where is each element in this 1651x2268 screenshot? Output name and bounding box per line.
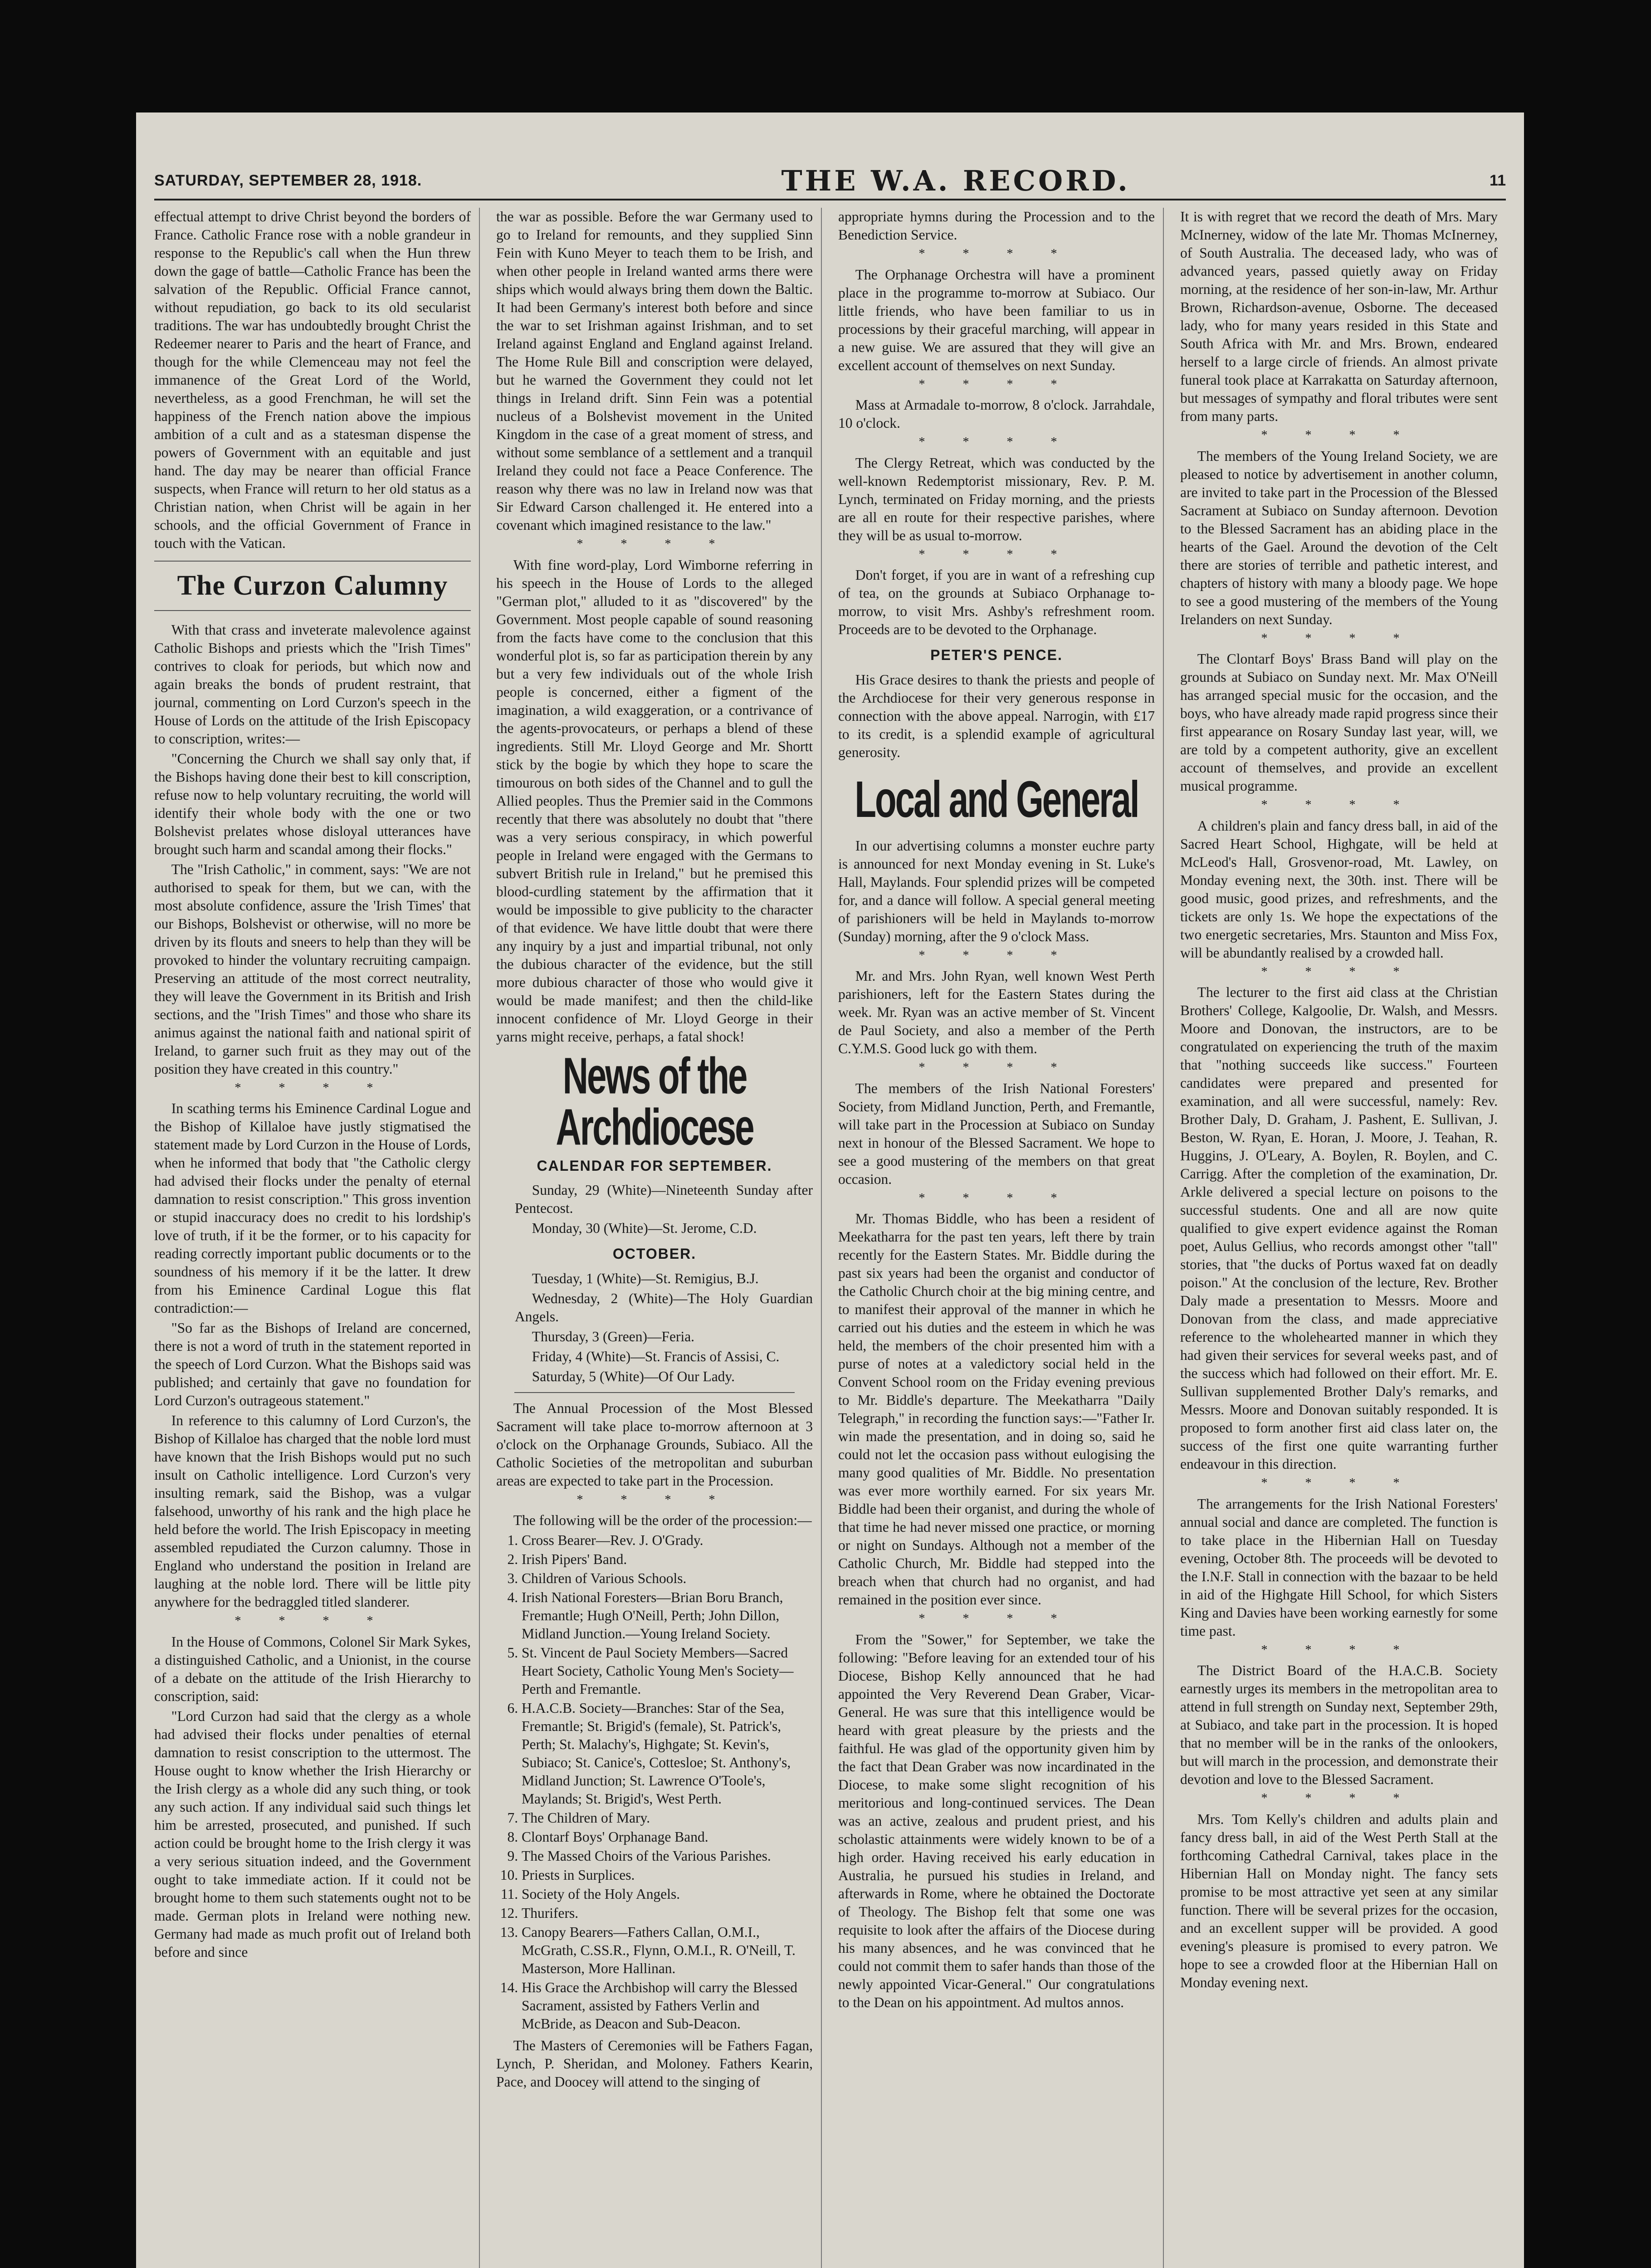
section-separator: * * * * (1261, 1476, 1417, 1491)
section-separator: * * * * (1261, 798, 1417, 812)
list-item: 2. Irish Pipers' Band. (522, 1550, 813, 1569)
calendar-entry: Monday, 30 (White)—St. Jerome, C.D. (532, 1220, 757, 1237)
issue-date: SATURDAY, SEPTEMBER 28, 1918. (154, 171, 422, 189)
article-heading-peters-pence: PETER'S PENCE. (930, 647, 1063, 664)
calendar-month-heading: OCTOBER. (612, 1246, 697, 1262)
article-paragraph: The Clergy Retreat, which was conducted by the well-known Redemptorist missionary, Rev. P. M. Lynch, terminated on Friday morning, and the priests are all en route for their respective parishes, where they will be as usual to-morrow. (838, 455, 1155, 543)
list-item: 4. Irish National Foresters—Brian Boru Branch, Fremantle; Hugh O'Neill, Perth; John Dillon, Midland Junction.—Young Ireland Society. (522, 1589, 813, 1643)
list-item: 10. Priests in Surplices. (522, 1866, 813, 1884)
section-separator: * * * * (234, 1080, 391, 1095)
calendar-entry: Sunday, 29 (White)—Nineteenth Sunday after Pentecost. (514, 1182, 813, 1217)
calendar-entry: Friday, 4 (White)—St. Francis of Assisi, C. (532, 1348, 780, 1364)
list-item: 12. Thurifers. (522, 1904, 813, 1922)
list-item: 11. Society of the Holy Angels. (522, 1885, 813, 1903)
section-separator: * * * * (1261, 1791, 1417, 1806)
section-separator: * * * * (918, 1612, 1075, 1626)
list-item: 13. Canopy Bearers—Fathers Callan, O.M.I., McGrath, C.SS.R., Flynn, O.M.I., R. O'Neill, T. Masterson, More Hallinan. (522, 1923, 813, 1978)
article-paragraph: It is with regret that we record the death of Mrs. Mary McInerney, widow of the late Mr. Thomas McInerney, of South Australia. The deceased lady, who was of advanced years, passed quietly away on Friday morning, at the residence of her son-in-law, Mr. Arthur Brown, Richardson-avenue, Osborne. The deceased lady, who for many years resided in this State and South Africa with Mr. and Mrs. Brown, endeared herself to a large circle of friends. An almost private funeral took place at Karrakatta on Saturday afternoon, but messages of sympathy and floral tributes were sent from many parts. (1180, 209, 1498, 424)
article-heading-curzon-calumny: The Curzon Calumny (154, 561, 471, 611)
section-separator: * * * * (918, 435, 1075, 450)
list-item: 14. His Grace the Archbishop will carry the Blessed Sacrament, assisted by Fathers Verlin and McBride, as Deacon and Sub-Deacon. (522, 1979, 813, 2033)
procession-list (496, 1531, 813, 2033)
article-paragraph: effectual attempt to drive Christ beyond the borders of France. Catholic France rose with a noble grandeur in response to the Republic's call when the Hun threw down the gage of battle—Catholic France has been the salvation of the Republic. Official France cannot, without repudiation, go back to its old secularist traditions. The war has undoubtedly brought Christ the Redeemer nearer to Paris and the heart of France, and though for the while Clemenceau may not feel the immanence of the Great Lord of the World, nevertheless, as a good Frenchman, he will set the happiness of the French nation above the impious ambition of a cult and as a statesman dispense the powers of Government with an equitable and just hand. The day may be nearer than official France suspects, when France will return to her old status as a Christian nation, when Christ will be again in her schools, and the official Government of France in touch with the Vatican. (154, 209, 471, 551)
section-separator: * * * * (918, 547, 1075, 562)
article-paragraph: The District Board of the H.A.C.B. Society earnestly urges its members in the metropolitan area to attend in full strength on Sunday next, September 29th, at Subiaco, and take part in the procession. It is hoped that no member will be in the ranks of the onlookers, but will march in the procession, and demonstrate their devotion and love to the Blessed Sacrament. (1180, 1662, 1498, 1788)
article-paragraph: In the House of Commons, Colonel Sir Mark Sykes, a distinguished Catholic, and a Unionist, in the course of a debate on the attitude of the Irish Hierarchy to conscription, said: (154, 1633, 471, 1704)
article-paragraph: In our advertising columns a monster euchre party is announced for next Monday evening in St. Luke's Hall, Maylands. Four splendid prizes will be competed for, and a dance will follow. A special general meeting of parishioners will be held in Maylands to-morrow (Sunday) morning, after the 9 o'clock Mass. (838, 837, 1155, 944)
column-3 (838, 208, 1164, 2268)
article-paragraph: With fine word-play, Lord Wimborne referring in his speech in the House of Lords to the alleged "German plot," alluded to it as "discovered" by the Government. Most people capable of sound reasoning from the facts have come to the conclusion that this wonderful plot is, so far as participation therein by any but a very few individuals out of the whole Irish people is concerned, either a figment of the imagination, a wild exaggeration, or a contrivance of the agents-provocateurs, or perhaps a blend of these ingredients. Still Mr. Lloyd George and Mr. Shortt stick by the bogie by which they hope to scare the timourous on both sides of the Channel and to gull the Allied peoples. Thus the Premier said in the Commons recently that there was absolutely no doubt that "there was a very serious conspiracy, in which powerful people in Ireland were engaged with the Germans to subvert British rule in Ireland," but he premised this blood-curdling statement by the affirmation that it would be impossible to give publicity to the character of that evidence. We have little doubt that were there any inquiry by a just and impartial tribunal, not only the dubious character of the evidence, but the still more dubious character of those who would give it would be made manifest; and then the child-like innocent confidence of Mr. Lloyd George in their yarns might receive, perhaps, a fatal shock! (496, 557, 813, 1045)
article-paragraph: The "Irish Catholic," in comment, says: "We are not authorised to speak for them, but we can, with the most absolute confidence, assure the 'Irish Times' that our Bishops, Bolshevist or otherwise, will no more be driven by its flouts and sneers to help than they will be provoked to hinder the voluntary recruiting campaign. Preserving an attitude of the most correct neutrality, they will leave the Government in its British and Irish sections, and the "Irish Times" and those who share its animus against the national faith and national spirit of Ireland, to garner such fruit as they may out of the position they have created in this country." (154, 861, 471, 1077)
article-paragraph: appropriate hymns during the Procession and to the Benediction Service. (838, 209, 1155, 243)
section-separator: * * * * (576, 1492, 733, 1507)
article-paragraph: Mass at Armadale to-morrow, 8 o'clock. Jarrahdale, 10 o'clock. (838, 397, 1155, 431)
calendar-entry: Wednesday, 2 (White)—The Holy Guardian Angels. (514, 1290, 813, 1325)
article-paragraph: Mr. and Mrs. John Ryan, well known West Perth parishioners, left for the Eastern States during the week. Mr. Ryan was an active member of St. Vincent de Paul Society, and also a member of the Perth C.Y.M.S. Good luck go with them. (838, 968, 1155, 1057)
section-separator: * * * * (1261, 631, 1417, 645)
list-item: 7. The Children of Mary. (522, 1809, 813, 1827)
article-paragraph: The members of the Irish National Foresters' Society, from Midland Junction, Perth, and Fremantle, will take part in the Procession at Subiaco on Sunday next in honour of the Blessed Sacrament. We hope to see a good mustering of the members on that great occasion. (838, 1080, 1155, 1187)
article-paragraph: The following will be the order of the procession:— (513, 1512, 812, 1529)
column-4 (1180, 208, 1506, 2268)
calendar-heading: CALENDAR FOR SEPTEMBER. (537, 1157, 772, 1174)
calendar-entry: Tuesday, 1 (White)—St. Remigius, B.J. (532, 1270, 759, 1286)
article-paragraph: From the "Sower," for September, we take the following: "Before leaving for an extended tour of his Diocese, Bishop Kelly announced that he had appointed the Very Reverend Dean Graber, Vicar-General. He was sure that this intelligence would be heard with great pleasure by the priests and the faithful. He was glad of the opportunity given him by the fact that Dean Graber was now incardinated in the Diocese, to make some slight recognition of his meritorious and long-continued services. The Dean was an active, zealous and prudent priest, and his scholastic attainments were widely known to be of a high order. Having received his early education in Australia, he pursued his studies in Ireland, and afterwards in Rome, where he obtained the Doctorate of Theology. The Bishop felt that some one was requisite to look after the affairs of the Diocese during his many absences, and he was convinced that he could not commit them to safer hands than those of the newly appointed Vicar-General." Our congratulations to the Dean on his appointment. Ad multos annos. (838, 1632, 1155, 2010)
calendar-entry: Thursday, 3 (Green)—Feria. (532, 1328, 695, 1344)
article-paragraph: The Annual Procession of the Most Blessed Sacrament will take place to-morrow afternoon at 3 o'clock on the Orphanage Grounds, Subiaco. All the Catholic Societies of the metropolitan and suburban areas are expected to take part in the Procession. (496, 1400, 813, 1489)
article-paragraph: The members of the Young Ireland Society, we are pleased to notice by advertisement in another column, are invited to take part in the Procession of the Blessed Sacrament at Subiaco on Sunday afternoon. Devotion to the Blessed Sacrament has an abiding place in the hearts of the Gael. Around the devotion of the Celt there are stories of terrible and pathetic interest, and chapters of history with many a bloody page. We hope to see a good mustering of the members of the Young Irelanders on next Sunday. (1180, 448, 1498, 627)
article-paragraph: Mrs. Tom Kelly's children and adults plain and fancy dress ball, in aid of the West Perth Stall at the forthcoming Cathedral Carnival, takes place in the Hibernian Hall on Monday night. The fancy sets promise to be most attractive yet seen at any similar function. There will be several prizes for the occasion, and an excellent supper will be provided. A good evening's pleasure is promised to every patron. We hope to see a crowded floor at the Hibernian Hall on Monday evening next. (1180, 1811, 1498, 1990)
section-separator: * * * * (234, 1614, 391, 1628)
page-number: 11 (1490, 171, 1506, 189)
section-separator: * * * * (918, 377, 1075, 391)
article-paragraph: His Grace desires to thank the priests and people of the Archdiocese for their very generous response in connection with the above appeal. Narrogin, with £17 to its credit, is a splendid example of agricultural generosity. (838, 671, 1155, 760)
column-2 (496, 208, 822, 2268)
divider (514, 1392, 795, 1393)
article-paragraph: The Orphanage Orchestra will have a prominent place in the programme to-morrow at Subiaco. Our little friends, who have been familiar to us in processions by their graceful marching, will appear in a new guise. We are assured that they will give an excellent account of themselves on next Sunday. (838, 266, 1155, 373)
masthead (154, 162, 1506, 200)
list-item: 8. Clontarf Boys' Orphanage Band. (522, 1828, 813, 1846)
article-paragraph: "Lord Curzon had said that the clergy as a whole had advised their flocks under penalties of eternal damnation to resist conscription to the uttermost. The House ought to know whether the Irish Hierarchy or the Irish clergy as a whole did any such thing, or took any such action. If any individual said such things let him be arrested, prosecuted, and punished. If such action could be brought home to the Irish clergy it was a very serious situation indeed, and the Government ought to take immediate action. If it could not be brought home to them such statements ought not to be made. German plots in Ireland were nothing new. Germany had made as much profit out of Ireland both before and since (154, 1708, 471, 1960)
section-separator: * * * * (918, 948, 1075, 963)
list-item: 5. St. Vincent de Paul Society Members—Sacred Heart Society, Catholic Young Men's Society—Perth and Fremantle. (522, 1644, 813, 1698)
section-separator: * * * * (918, 247, 1075, 261)
section-separator: * * * * (1261, 428, 1417, 442)
article-paragraph: Mr. Thomas Biddle, who has been a resident of Meekatharra for the past ten years, left there by train recently for the Eastern States. Mr. Biddle during the past six years had been the organist and conductor of the Catholic Church choir at the big mining centre, and to manifest their approval of the manner in which he carried out his duties and the esteem in which he was held, the members of the choir presented him with a purse of notes at a valedictory social held in the Convent School room on the Friday evening previous to Mr. Biddle's departure. The Meekatharra "Daily Telegraph," in recording the function says:—"Father Ir. win made the presentation, and in doing so, said he could not let the occasion pass without eulogising the many good qualities of Mr. Biddle. No presentation was ever more worthily earned. For six years Mr. Biddle had been their organist, and during the whole of that time he had never missed one practice, or morning or night on Sundays. Although not a member of the Catholic Church, Mr. Biddle had stepped into the breach when that church had no organist, and had remained in the position ever since. (838, 1211, 1155, 1608)
article-paragraph: Don't forget, if you are in want of a refreshing cup of tea, on the grounds at Subiaco Orphanage to-morrow, to visit Mrs. Ashby's refreshment room. Proceeds are to be devoted to the Orphanage. (838, 567, 1155, 638)
section-separator: * * * * (1261, 1642, 1417, 1657)
article-paragraph: A children's plain and fancy dress ball, in aid of the Sacred Heart School, Highgate, will be held at McLeod's Hall, Grosvenor-road, Mt. Lawley, on Monday evening next, the 30th. inst. There will be good music, good prizes, and refreshments, and the tickets are only 1s. We hope the expectations of the two energetic secretaries, Mrs. Staunton and Miss Fox, will be abundantly realised by a crowded hall. (1180, 817, 1498, 961)
article-paragraph: the war as possible. Before the war Germany used to go to Ireland for remounts, and they supplied Sinn Fein with Kuno Meyer to teach them to be Irish, and when other people in Ireland wanted arms there were ships which would always bring them down the Baltic. It had been Germany's interest both before and since the war to set Irishman against Irishman, and to set Ireland against England and England against Ireland. The Home Rule Bill and conscription were delayed, but he warned the Government they could not let things in Ireland drift. Sinn Fein was a potential nucleus of a Bolshevist movement in the United Kingdom in the case of a great moment of stress, and without some semblance of a settlement and a tranquil Ireland they could not face a Peace Conference. The reason why there was no law in Ireland now was that Sir Edward Carson challenged it. He entered into a covenant which imagined resistance to the law." (496, 209, 813, 533)
block-quote: "Concerning the Church we shall say only that, if the Bishops having done their best to kill conscription, refuse now to help voluntary recruiting, the world will identify their whole body with the one or two Bolshevist prelates whose disloyal utterances have brought such harm and scandal among their flocks." (154, 750, 471, 857)
article-paragraph: The arrangements for the Irish National Foresters' annual social and dance are completed. The function is to take place in the Hibernian Hall on Tuesday evening, October 8th. The proceeds will be devoted to the I.N.F. Stall in connection with the bazaar to be held in aid of the Highgate Hill School, for which Sisters King and Davies have been working earnestly for some time past. (1180, 1496, 1498, 1639)
article-paragraph: The lecturer to the first aid class at the Christian Brothers' College, Kalgoolie, Dr. Walsh, and Messrs. Moore and Donovan, the instructors, are to be congratulated on experiencing the truth of the maxim that "nothing succeeds like success." Fourteen candidates were prepared and presented for examination, and all were successful, namely: Rev. Brother Daly, D. Graham, J. Pashent, E. Sullivan, J. Beston, W. Ryan, E. Horan, J. Moore, J. Teahan, R. Huggins, J. O'Leary, A. Boylen, R. Boylen, and C. Carrigg. After the completion of the examination, Dr. Arkle delivered a special lecture on poisons to the successful students. One and all are now quite qualified to give expert evidence against the Roman poet, Aulus Gellius, who records amongst other "tall" stories, that "the ducks of Portus waxed fat on deadly poison." At the conclusion of the lecture, Rev. Brother Daly made a presentation to Messrs. Moore and Donovan from the class, and made appreciative reference to the wholehearted manner in which they had given their services for several weeks past, and of the success which had followed on their effort. Mr. E. Sullivan supplemented Brother Daly's remarks, and Messrs. Moore and Donovan suitably responded. It is proposed to form another first aid class later on, the success of the first one quite warranting further endeavour in this direction. (1180, 984, 1498, 1472)
newspaper-title: THE W.A. RECORD. (781, 164, 1130, 197)
list-item: 3. Children of Various Schools. (522, 1569, 813, 1588)
list-item: 1. Cross Bearer—Rev. J. O'Grady. (522, 1531, 813, 1549)
section-separator: * * * * (576, 537, 733, 551)
article-columns (154, 208, 1506, 2268)
list-item: 6. H.A.C.B. Society—Branches: Star of the Sea, Fremantle; St. Brigid's (female), St. Patrick's, Perth; St. Malachy's, Highgate; St. Kevin's, Subiaco; St. Canice's, Cottesloe; St. Anthony's, Midland Junction; St. Lawrence O'Toole's, Maylands; St. Brigid's, West Perth. (522, 1699, 813, 1808)
article-paragraph: In reference to this calumny of Lord Curzon's, the Bishop of Killaloe has charged that the noble lord must have known that the Irish Bishops would put no such insult on Catholic intelligence. Lord Curzon's very insulting remark, said the Bishop, was a vulgar falsehood, unworthy of his rank and the high place he held before the world. The Irish Episcopacy in meeting assembled repudiated the Curzon calumny. Those in England who understand the position in Ireland are laughing at the noble lord. There will be little pity anywhere for the bedraggled titled slanderer. (154, 1413, 471, 1610)
article-heading-local-general: Local and General (855, 770, 1138, 828)
section-separator: * * * * (918, 1061, 1075, 1075)
article-paragraph: With that crass and inveterate malevolence against Catholic Bishops and priests which the "Irish Times" contrives to cloak for periods, but which now and again breaks the bonds of prudent restraint, that journal, commenting on Lord Curzon's speech in the House of Lords on the attitude of the Irish Episcopacy to conscription, writes:— (154, 621, 471, 747)
block-quote: "So far as the Bishops of Ireland are concerned, there is not a word of truth in the statement reported in the speech of Lord Curzon. What the Bishops said was published; and certainly that gave no foundation for Lord Curzon's outrageous statement." (154, 1320, 471, 1409)
article-heading-news-archdiocese: News of the Archdiocese (556, 1046, 753, 1156)
article-paragraph: In scathing terms his Eminence Cardinal Logue and the Bishop of Killaloe have justly stigmatised the statement made by Lord Curzon in the House of Lords, when he informed that body that "the Catholic clergy had advised their flocks under the penalty of eternal damnation to resist conscription." This gross invention or stupid inaccuracy does no credit to his lordship's love of truth, if it be the former, or to his capacity for reading correctly important public documents or to the soundness of his memory if it be the latter. It drew from his Eminence Cardinal Logue this flat contradiction:— (154, 1100, 471, 1316)
article-paragraph: The Clontarf Boys' Brass Band will play on the grounds at Subiaco on Sunday next. Mr. Max O'Neill has arranged special music for the occasion, and the boys, who have already made rapid progress since their first appearance on Rosary Sunday last year, will, we are told by a competent authority, give an excellent account of themselves, and provide an excellent musical programme. (1180, 651, 1498, 794)
article-paragraph: The Masters of Ceremonies will be Fathers Fagan, Lynch, P. Sheridan, and Moloney. Fathers Kearin, Pace, and Doocey will attend to the singing of (496, 2038, 813, 2090)
column-1 (154, 208, 480, 2268)
newspaper-page (136, 112, 1524, 2268)
section-separator: * * * * (1261, 964, 1417, 979)
list-item: 9. The Massed Choirs of the Various Parishes. (522, 1847, 813, 1865)
section-separator: * * * * (918, 1191, 1075, 1205)
calendar-entry: Saturday, 5 (White)—Of Our Lady. (532, 1368, 735, 1384)
